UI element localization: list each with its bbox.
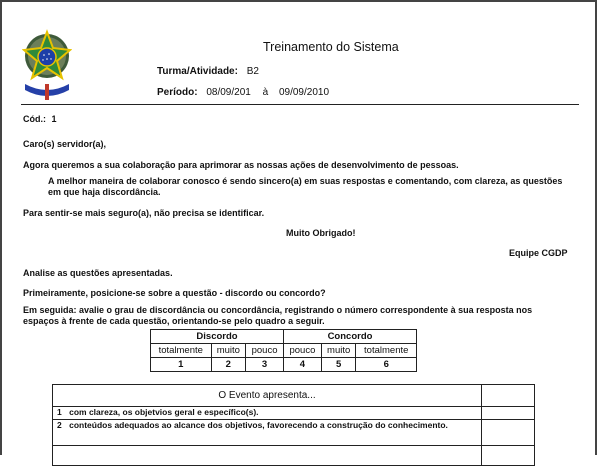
greeting: Caro(s) servidor(a),	[23, 139, 107, 149]
scale-value: 2	[211, 358, 246, 372]
instruction-1: Analise as questões apresentadas.	[23, 268, 173, 278]
periodo-end: 09/09/2010	[278, 87, 330, 98]
scale-value: 3	[246, 358, 284, 372]
question-row	[53, 420, 535, 446]
scale-value: 5	[321, 358, 356, 372]
rating-scale-table	[150, 329, 417, 372]
question-cell	[53, 407, 482, 420]
questions-table	[52, 384, 535, 466]
question-cell	[53, 446, 482, 466]
turma-label: Turma/Atividade:	[157, 66, 238, 77]
signature: Equipe CGDP	[509, 248, 568, 258]
cod-value: 1	[51, 114, 57, 124]
scale-value: 6	[356, 358, 417, 372]
answer-input-cell[interactable]	[482, 407, 535, 420]
instruction-3-line1: Em seguida: avalie o grau de discordância ou concordância, registrando o número correspondente à sua resposta nos	[23, 305, 533, 315]
cod-label: Cód.:	[23, 114, 46, 124]
turma-value: B2	[246, 66, 259, 77]
scale-label: muito	[321, 344, 356, 358]
question-row	[53, 407, 535, 420]
anonymity-note: Para sentir-se mais seguro(a), não precisa se identificar.	[23, 208, 265, 218]
header-divider	[21, 104, 579, 105]
scale-label: totalmente	[356, 344, 417, 358]
question-cell	[53, 420, 482, 446]
periodo-separator: à	[262, 87, 269, 98]
question-text: conteúdos adequados ao alcance dos objetivos, favorecendo a construção do conhecimento.	[69, 420, 448, 430]
answer-input-cell[interactable]	[482, 446, 535, 466]
periodo-start: 08/09/201	[206, 87, 251, 98]
periodo-label: Período:	[157, 87, 198, 98]
scale-value: 4	[284, 358, 322, 372]
cod-field	[23, 114, 57, 124]
answer-header-cell	[482, 385, 535, 407]
report-title: Treinamento do Sistema	[263, 40, 399, 54]
periodo-field	[157, 87, 329, 98]
scale-group-disagree: Discordo	[151, 330, 284, 344]
intro-paragraph: Agora queremos a sua colaboração para aprimorar as nossas ações de desenvolvimento de pessoas.	[23, 160, 459, 170]
question-text: com clareza, os objetvios geral e específico(s).	[69, 407, 259, 417]
turma-field	[157, 66, 259, 77]
thanks-text: Muito Obrigado!	[286, 228, 356, 238]
scale-group-agree: Concordo	[284, 330, 417, 344]
question-number: 1	[57, 407, 62, 417]
question-number: 2	[57, 420, 62, 430]
coat-of-arms-emblem	[22, 26, 72, 102]
instruction-2: Primeiramente, posicione-se sobre a questão - discordo ou concordo?	[23, 288, 326, 298]
scale-label: pouco	[246, 344, 284, 358]
scale-value: 1	[151, 358, 212, 372]
scale-label: totalmente	[151, 344, 212, 358]
questions-header: O Evento apresenta...	[53, 385, 482, 407]
scale-label: muito	[211, 344, 246, 358]
sincerity-paragraph-line2: em que haja discordância.	[48, 187, 161, 197]
sincerity-paragraph-line1: A melhor maneira de colaborar conosco é sendo sincero(a) em suas respostas e comentando, com clareza, as questões	[48, 176, 563, 186]
instruction-3-line2: espaços à frente de cada questão, orientando-se pelo quadro a seguir.	[23, 316, 325, 326]
answer-input-cell[interactable]	[482, 420, 535, 446]
question-row	[53, 446, 535, 466]
scale-label: pouco	[284, 344, 322, 358]
